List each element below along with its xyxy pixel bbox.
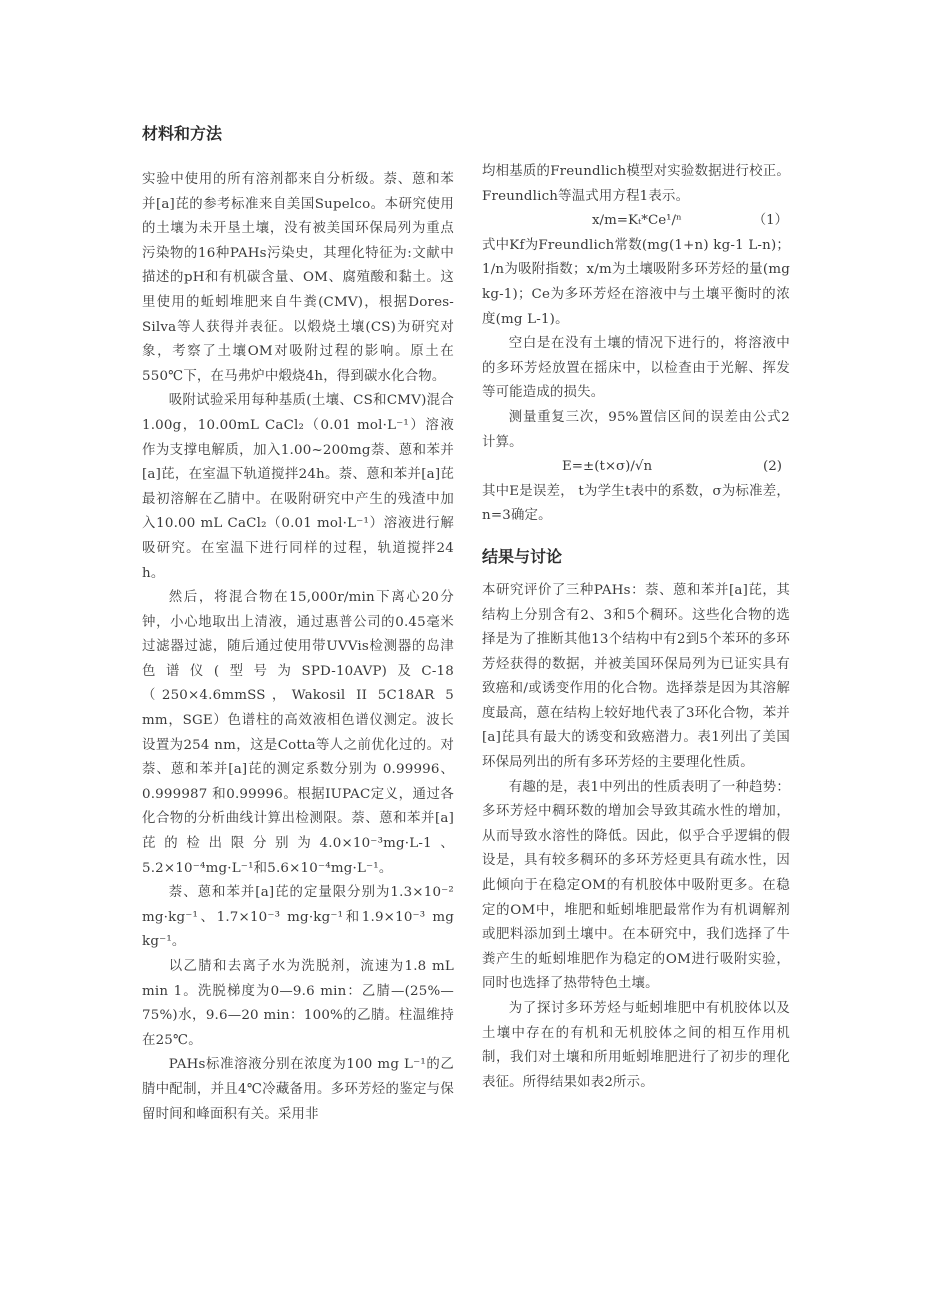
left-column	[142, 120, 454, 1127]
section-heading-results: 结果与讨论	[482, 546, 563, 566]
paragraph: 为了探讨多环芳烃与蚯蚓堆肥中有机胶体以及土壤中存在的有机和无机胶体之间的相互作用机制，我们对土壤和所用蚯蚓堆肥进行了初步的理化表征。所得结果如表2所示。	[482, 1001, 790, 1090]
paragraph: 空白是在没有土壤的情况下进行的，将溶液中的多环芳烃放置在摇床中，以检查由于光解、挥发等可能造成的损失。	[482, 336, 790, 401]
paragraph: 式中Kf为Freundlich常数(mg(1+n) kg-1 L-n)；1/n为吸附指数；x/m为土壤吸附多环芳烃的量(mg kg-1)；Ce为多环芳烃在溶液中与土壤平衡时的浓度(mg L-1)。	[482, 237, 790, 327]
paragraph: 本研究评价了三种PAHs：萘、蒽和苯并[a]芘，其结构上分别含有2、3和5个稠环。这些化合物的选择是为了推断其他13个结构中有2到5个苯环的多环芳烃获得的数据，并被美国环保局列为已证实具有致癌和/或诱变作用的化合物。选择萘是因为其溶解度最高，蒽在结构上较好地代表了3环化合物，苯并[a]芘具有最大的诱变和致癌潜力。表1列出了美国环保局列出的所有多环芳烃的主要理化性质。	[482, 582, 790, 771]
equation-formula: E=±(t×σ)/√n	[562, 459, 653, 475]
equation-2	[482, 455, 790, 480]
equation-formula: x/m=Kₜ*Ce¹/ⁿ	[592, 213, 682, 229]
paragraph: 测量重复三次，95%置信区间的误差由公式2计算。	[482, 409, 790, 450]
equation-1	[482, 209, 790, 234]
paragraph: 实验中使用的所有溶剂都来自分析级。萘、蒽和苯并[a]芘的参考标准来自美国Supelco。本研究使用的土壤为未开垦土壤，没有被美国环保局列为重点污染物的16种PAHs污染史，其理化特征为:文献中描述的pH和有机碳含量、OM、腐殖酸和黏土。这里使用的蚯蚓堆肥来自牛粪(CMV)，根据Dores-Silva等人获得并表征。以煅烧土壤(CS)为研究对象，考察了土壤OM对吸附过程的影响。原土在550℃下，在马弗炉中煅烧4h，得到碳水化合物。	[142, 172, 454, 384]
paragraph: 萘、蒽和苯并[a]芘的定量限分别为1.3×10⁻² mg·kg⁻¹、1.7×10⁻³ mg·kg⁻¹和1.9×10⁻³ mg kg⁻¹。	[142, 885, 454, 950]
paragraph: 然后，将混合物在15,000r/min下离心20分钟，小心地取出上清液，通过惠普公司的0.45毫米过滤器过滤，随后通过使用带UVVis检测器的岛津色谱仪(型号为SPD-10AVP)及C-18（250×4.6mmSS，Wakosil II 5C18AR 5 mm，SGE）色谱柱的高效液相色谱仪测定。波长设置为254 nm，这是Cotta等人之前优化过的。对萘、蒽和苯并[a]芘的测定系数分别为 0.99996、0.999987 和0.99996。根据IUPAC定义，通过各化合物的分析曲线计算出检测限。萘、蒽和苯并[a]芘的检出限分别为4.0×10⁻³mg·L-1、5.2×10⁻⁴mg·L⁻¹和5.6×10⁻⁴mg·L⁻¹。	[142, 590, 454, 876]
equation-number: (2)	[763, 459, 782, 475]
paragraph: 其中E是误差， t为学生t表中的系数，σ为标准差，n=3确定。	[482, 483, 790, 524]
equation-number: （1）	[752, 213, 788, 229]
paragraph: 吸附试验采用每种基质(土壤、CS和CMV)混合1.00g，10.00mL CaCl₂（0.01 mol·L⁻¹）溶液作为支撑电解质，加入1.00~200mg萘、蒽和苯并[a]芘，在室温下轨道搅拌24h。萘、蒽和苯并[a]芘最初溶解在乙腈中。在吸附研究中产生的残渣中加入10.00 mL CaCl₂（0.01 mol·L⁻¹）溶液进行解吸研究。在室温下进行同样的过程，轨道搅拌24 h。	[142, 393, 454, 581]
right-column	[482, 160, 790, 1095]
section-heading-methods: 材料和方法	[142, 124, 223, 143]
paragraph: 均相基质的Freundlich模型对实验数据进行校正。Freundlich等温式用方程1表示。	[482, 164, 790, 204]
paragraph: 以乙腈和去离子水为洗脱剂，流速为1.8 mL min 1。洗脱梯度为0—9.6 min：乙腈—(25%—75%)水，9.6—20 min：100%的乙腈。柱温维持在25℃。	[142, 959, 454, 1048]
paragraph: PAHs标准溶液分别在浓度为100 mg L⁻¹的乙腈中配制，并且4℃冷藏备用。多环芳烃的鉴定与保留时间和峰面积有关。采用非	[142, 1057, 454, 1122]
paragraph: 有趣的是，表1中列出的性质表明了一种趋势：多环芳烃中稠环数的增加会导致其疏水性的增加，从而导致水溶性的降低。因此，似乎合乎逻辑的假设是，具有较多稠环的多环芳烃更具有疏水性，因此倾向于在稳定OM的有机胶体中吸附更多。在稳定的OM中，堆肥和蚯蚓堆肥最常作为有机调解剂或肥料添加到土壤中。在本研究中，我们选择了牛粪产生的蚯蚓堆肥作为稳定的OM进行吸附实验，同时也选择了热带特色土壤。	[482, 779, 790, 992]
